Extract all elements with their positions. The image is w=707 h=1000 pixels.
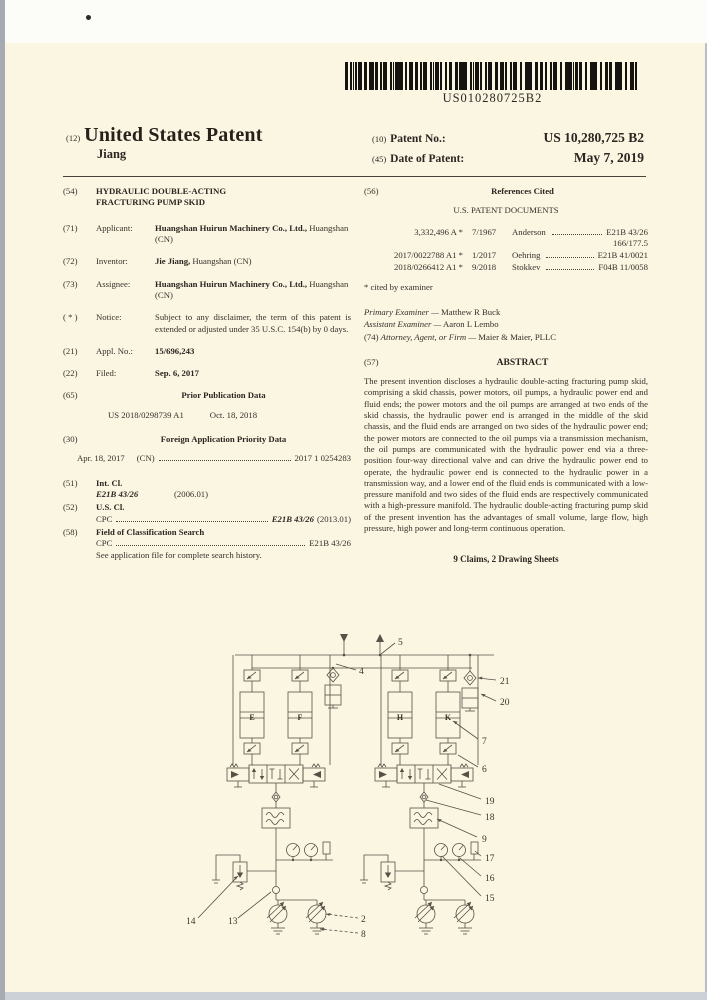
primary-examiner-line	[364, 306, 648, 318]
inid-74: (74)	[364, 331, 379, 342]
barcode-number: US010280725B2	[442, 91, 543, 105]
field-54-title	[63, 186, 351, 209]
search-cpc-class: E21B 43/26	[309, 538, 351, 549]
ref-class-continued: 166/177.5	[613, 237, 648, 248]
callout-19: 19	[485, 797, 495, 807]
dotted-leader	[546, 269, 594, 270]
field-58-classification-search	[63, 527, 351, 561]
field-72-inventor	[63, 256, 351, 267]
applicant-name: Huangshan Huirun Machinery Co., Ltd.,	[155, 222, 308, 233]
callout-7: 7	[482, 737, 487, 747]
date-of-patent-label: Date of Patent:	[390, 153, 465, 165]
examiner-block	[364, 306, 648, 343]
field-notice	[63, 312, 351, 335]
callout-20: 20	[500, 698, 510, 708]
pump-group-left	[212, 655, 333, 934]
appl-no-value: 15/696,243	[155, 345, 195, 356]
callout-17: 17	[485, 854, 495, 864]
callout-18: 18	[485, 813, 495, 823]
applicant-location: Huangshan (CN)	[155, 222, 349, 244]
inid-73: (73)	[63, 278, 78, 289]
primary-examiner-name: Matthew R Buck	[440, 307, 501, 318]
assistant-examiner-name: Aaron L Lembo	[442, 319, 499, 330]
table-row	[364, 250, 648, 261]
int-cl-year: (2006.01)	[174, 489, 209, 499]
inid-57: (57)	[364, 356, 379, 367]
cylinder-label-k: K	[444, 713, 452, 722]
references-cited-heading: References Cited	[491, 186, 554, 196]
header-left	[66, 124, 263, 162]
ref-class: F04B 11/0058	[598, 261, 648, 272]
inid-56: (56)	[364, 186, 379, 196]
bibliographic-columns	[63, 186, 648, 572]
claims-note: 9 Claims, 2 Drawing Sheets	[453, 554, 559, 565]
filed-value: Sep. 6, 2017	[155, 368, 199, 379]
inid-10: (10)	[372, 134, 387, 144]
inid-star: ( * )	[63, 312, 78, 323]
inid-30: (30)	[63, 434, 78, 445]
notice-label: Notice:	[96, 312, 122, 323]
patent-no-label: Patent No.:	[390, 133, 446, 145]
callout-8: 8	[361, 930, 366, 940]
cylinder-label-e: E	[249, 713, 255, 722]
field-52-us-cl	[63, 502, 351, 525]
prior-publication-row	[108, 410, 351, 421]
ref-name: Stokkev	[512, 261, 541, 272]
ref-name: Oehring	[512, 250, 541, 261]
inid-12: (12)	[66, 133, 81, 143]
manifold-bus-lines	[235, 634, 494, 669]
cylinder-label-h: H	[396, 713, 404, 722]
header-rule	[63, 176, 646, 177]
ref-date: 1/2017	[472, 250, 497, 261]
ref-number: 2018/0266412 A1 *	[393, 261, 463, 272]
callout-4: 4	[359, 667, 364, 677]
callout-13: 13	[228, 917, 238, 927]
inid-71: (71)	[63, 222, 78, 233]
callout-numbers	[186, 638, 510, 940]
attorney-label: Attorney, Agent, or Firm —	[380, 331, 477, 342]
callout-21: 21	[500, 677, 510, 687]
date-of-patent-value: May 7, 2019	[573, 150, 644, 165]
assignee-location: Huangshan (CN)	[155, 278, 349, 300]
callout-5: 5	[398, 638, 403, 648]
callout-leader-lines	[198, 643, 496, 933]
ref-class: E21B 43/26	[606, 226, 648, 237]
hydraulic-schematic-figure	[150, 628, 570, 988]
callout-6: 6	[482, 765, 487, 775]
notice-text: Subject to any disclaimer, the term of this patent is extended or adjusted under 35 U.S.C. 154(b) by 0 days.	[155, 312, 351, 334]
barcode-block	[345, 62, 640, 106]
assignee-name: Huangshan Huirun Machinery Co., Ltd.,	[155, 278, 308, 289]
foreign-priority-row	[77, 453, 351, 464]
header-right	[372, 130, 644, 170]
int-cl-class: E21B 43/26	[96, 489, 139, 499]
search-cpc-label: CPC	[96, 538, 113, 549]
inid-54: (54)	[63, 186, 78, 196]
field-71-applicant	[63, 223, 351, 246]
prior-publication-date: Oct. 18, 2018	[209, 409, 258, 420]
dotted-leader	[552, 234, 602, 235]
callout-2: 2	[361, 915, 366, 925]
cpc-label: CPC	[96, 513, 113, 524]
cpc-year: (2013.01)	[316, 513, 351, 524]
abstract-text: The present invention discloses a hydraulic double-acting fracturing pump skid, comprising a skid chassis, power motors, oil pumps, a hydraulic power end and fluid ends; the power motors and the oil pumps are arranged at two ends of the skid chassis, the hydraulic power end is arranged in the middle of the skid chassis, and the fluid ends are arranged on two sides of the hydraulic power end; the power motors are connected to the oil pumps via a transmission mechanism, the oil pumps are communicated with the hydraulic power end via a three-position four-way directional valve and can drive the hydraulic power end to operate, the hydraulic power end is connected to the hydraulic power in a transmission way, and a lower end of the fluid ends is communicated with a low-pressure manifold and two sides of the fluid ends are respectively communicated with a high-pressure manifold. The hydraulic double-acting fracturing pump skid of the present invention has the advantages of small volume, large flow, high pressure, high power and long-term continuous operation.	[364, 376, 648, 534]
field-57-heading	[364, 357, 648, 369]
priority-date: Apr. 18, 2017	[77, 453, 125, 464]
inventor-surname: Jiang	[97, 147, 127, 161]
barcode-icon	[345, 62, 640, 90]
inid-52: (52)	[63, 502, 78, 513]
inventor-location: Huangshan (CN)	[192, 256, 252, 267]
patent-number-row	[372, 130, 644, 146]
inventor-label: Inventor:	[96, 256, 128, 267]
prior-publication-number: US 2018/0298739 A1	[108, 409, 184, 420]
search-history-note: See application file for complete search history.	[96, 549, 262, 560]
filed-label: Filed:	[96, 368, 117, 379]
assistant-examiner-label: Assistant Examiner —	[364, 319, 442, 330]
appl-no-label: Appl. No.:	[96, 345, 133, 356]
ref-date: 7/1967	[472, 226, 497, 237]
check-valve-21-accumulator-20	[462, 655, 478, 711]
attorney-line	[364, 331, 648, 343]
field-56-heading	[364, 186, 648, 197]
primary-examiner-label: Primary Examiner —	[364, 307, 439, 318]
patent-no-value: US 10,280,725 B2	[543, 130, 644, 145]
field-search-label: Field of Classification Search	[96, 526, 205, 537]
dotted-leader	[116, 545, 305, 546]
us-patent-documents-heading: U.S. PATENT DOCUMENTS	[453, 205, 559, 216]
priority-number: 2017 1 0254283	[294, 453, 351, 464]
field-21-appl-no	[63, 346, 351, 357]
inid-72: (72)	[63, 256, 78, 267]
pump-group-right	[360, 655, 481, 934]
assignee-label: Assignee:	[96, 278, 131, 289]
ref-number: 3,332,496 A *	[414, 226, 463, 237]
patent-date-row	[372, 150, 644, 166]
inid-65: (65)	[63, 390, 78, 401]
document-type-title: United States Patent	[84, 124, 263, 146]
field-65-heading	[63, 390, 351, 401]
cited-by-examiner-note: * cited by examiner	[364, 281, 433, 292]
int-cl-label: Int. Cl.	[96, 477, 123, 488]
callout-16: 16	[485, 874, 495, 884]
invention-title-line2: FRACTURING PUMP SKID	[96, 197, 206, 208]
inid-21: (21)	[63, 345, 78, 356]
applicant-label: Applicant:	[96, 222, 133, 233]
accumulator-middle	[325, 668, 341, 708]
scanner-edge-bottom	[5, 992, 707, 1000]
callout-14: 14	[186, 917, 196, 927]
backing-sheet	[5, 0, 707, 44]
dotted-leader	[159, 460, 291, 461]
table-row	[364, 262, 648, 273]
field-51-int-cl	[63, 478, 351, 501]
callout-15: 15	[485, 894, 495, 904]
invention-title-line1: HYDRAULIC DOUBLE-ACTING	[96, 186, 227, 196]
field-22-filed	[63, 368, 351, 379]
ref-class: E21B 41/0021	[597, 250, 648, 261]
dotted-leader	[546, 257, 593, 258]
dotted-leader	[116, 521, 267, 522]
inid-51: (51)	[63, 477, 78, 488]
inid-45: (45)	[372, 154, 387, 164]
cylinder-label-f: F	[297, 713, 303, 722]
abstract-heading: ABSTRACT	[496, 357, 549, 368]
attorney-name: Maier & Maier, PLLC	[478, 331, 557, 342]
prior-publication-heading: Prior Publication Data	[181, 390, 266, 401]
ref-number: 2017/0022788 A1 *	[393, 250, 463, 261]
table-row	[364, 227, 648, 238]
right-column	[364, 186, 648, 572]
ref-name: Anderson	[512, 226, 546, 237]
field-73-assignee	[63, 279, 351, 302]
ref-date: 9/2018	[472, 261, 497, 272]
inid-58: (58)	[63, 526, 78, 537]
field-30-heading	[63, 434, 351, 445]
us-cl-label: U.S. Cl.	[96, 502, 125, 513]
left-column	[63, 186, 351, 572]
inventor-name: Jie Jiang,	[155, 256, 191, 267]
callout-9: 9	[482, 835, 487, 845]
inid-22: (22)	[63, 368, 78, 379]
cpc-class: E21B 43/26	[271, 513, 314, 524]
scan-speck	[86, 15, 91, 20]
foreign-priority-heading: Foreign Application Priority Data	[160, 434, 287, 445]
priority-country: (CN)	[136, 453, 155, 464]
assistant-examiner-line	[364, 318, 648, 330]
